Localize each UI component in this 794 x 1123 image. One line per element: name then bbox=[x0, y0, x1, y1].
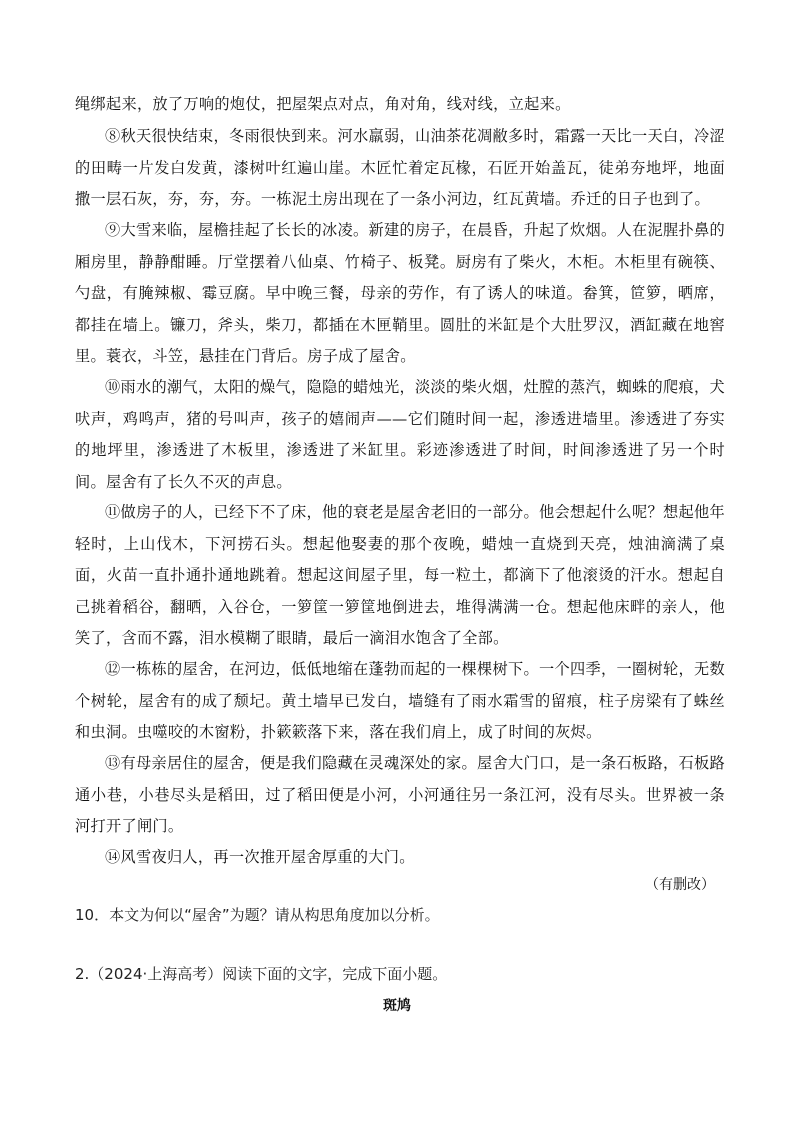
paragraph-10: ⑩雨水的潮气，太阳的燥气，隐隐的蜡烛光，淡淡的柴火烟，灶膛的蒸汽，蜘蛛的爬痕，犬吠声，鸡鸣声，猪的号叫声，孩子的嬉闹声——它们随时间一起，渗透进墙里。渗透进了夯实的地坪里，渗透进了木板里，渗透进了米缸里。彩迹渗透进了时间，时间渗透进了另一个时间。屋舍有了长久不灭的声息。 bbox=[75, 378, 725, 491]
paragraph-12: ⑫一栋栋的屋舍，在河边，低低地缩在蓬勃而起的一棵棵树下。一个四季，一圈树轮，无数个树轮，屋舍有的成了颓圮。黄土墙早已发白，墙缝有了雨水霜雪的留痕，柱子房梁有了蛛丝和虫洞。虫噬咬的木窗粉，扑簌簌落下来，落在我们肩上，成了时间的灰烬。 bbox=[75, 660, 725, 741]
section-intro: 2.（2024·上海高考）阅读下面的文字，完成下面小题。 bbox=[75, 965, 448, 983]
paragraph-7-end: 绳绑起来，放了万响的炮仗，把屋架点对点，角对角，线对线，立起来。 bbox=[75, 95, 571, 113]
paragraph-11: ⑪做房子的人，已经下不了床，他的衰老是屋舍老旧的一部分。他会想起什么呢？想起他年轻时，上山伐木，下河捞石头。想起他娶妻的那个夜晚，蜡烛一直烧到天亮，烛油滴满了桌面，火苗一直扑通扑通地跳着。想起这间屋子里，每一粒土，都滴下了他滚烫的汗水。想起自己挑着稻谷，翻晒，入谷仓，一箩筐一箩筐地倒进去，堆得满满一仓。想起他床畔的亲人，他笑了，含而不露，泪水模糊了眼睛，最后一滴泪水饱含了全部。 bbox=[75, 503, 725, 647]
paragraph-9: ⑨大雪来临，屋檐挂起了长长的冰凌。新建的房子，在晨昏，升起了炊烟。人在泥腥扑鼻的厢房里，静静酣睡。厅堂摆着八仙桌、竹椅子、板凳。厨房有了柴火，木柜。木柜里有碗筷、勺盘，有腌辣椒、霉豆腐。早中晚三餐，母亲的劳作，有了诱人的味道。畚箕，笸箩，晒席，都挂在墙上。镰刀，斧头，柴刀，都插在木匣鞘里。圆肚的米缸是个大肚罗汉，酒缸藏在地窖里。蓑衣，斗笠，悬挂在门背后。房子成了屋舍。 bbox=[75, 221, 725, 365]
next-passage-title: 斑鸠 bbox=[383, 998, 411, 1014]
paragraph-8: ⑧秋天很快结束，冬雨很快到来。河水羸弱，山油茶花凋敝多时，霜露一天比一天白，冷涩的田畴一片发白发黄，漆树叶红遍山崖。木匠忙着定瓦椽，石匠开始盖瓦，徒弟夯地坪，地面撒一层石灰，夯，夯，夯。一栋泥土房出现在了一条小河边，红瓦黄墙。乔迁的日子也到了。 bbox=[75, 127, 725, 208]
paragraph-13: ⑬有母亲居住的屋舍，便是我们隐藏在灵魂深处的家。屋舍大门口，是一条石板路，石板路通小巷，小巷尽头是稻田，过了稻田便是小河，小河通往另一条江河，没有尽头。世界被一条河打开了闸门。 bbox=[75, 754, 725, 835]
paragraph-14: ⑭风雪夜归人，再一次推开屋舍厚重的大门。 bbox=[105, 848, 415, 866]
source-note: （有删改） bbox=[645, 877, 715, 893]
question-10: 10．本文为何以“屋舍”为题？请从构思角度加以分析。 bbox=[75, 906, 440, 924]
